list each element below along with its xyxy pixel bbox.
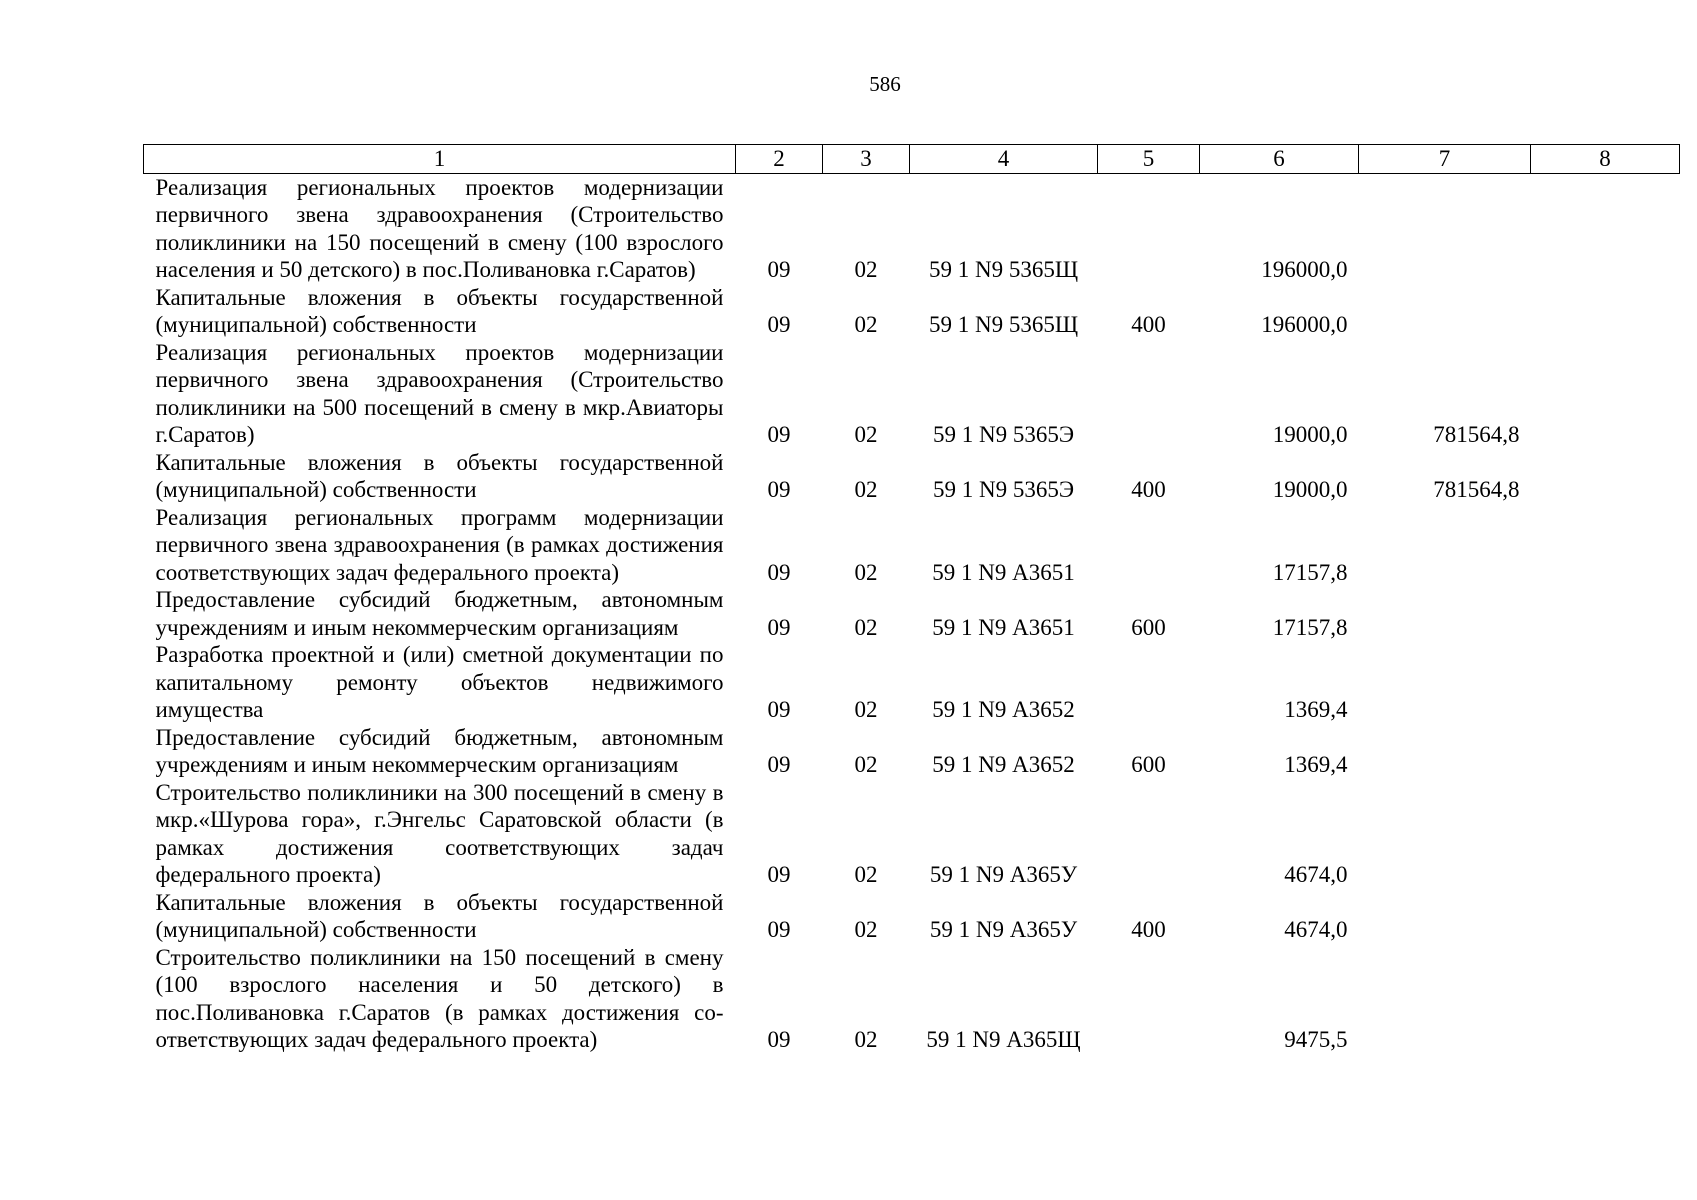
column-header-7: 7 bbox=[1359, 145, 1531, 174]
item-name: Разработка проектной и (или) сметной документации по капитальному ремонту объектов недвижимого имущества bbox=[155, 642, 724, 722]
subsection-code: 02 bbox=[854, 614, 878, 640]
amount-col-8 bbox=[1531, 504, 1680, 587]
section-code: 09 bbox=[767, 752, 791, 777]
section-code: 09 bbox=[767, 477, 791, 502]
section-code: 09 bbox=[767, 614, 791, 640]
item-name: Строительство поликлиники на 300 посещений в смену в мкр.«Шурова гора», г.Энгельс Саратовской области (в рамках достижения соответствующих задач федерального проекта) bbox=[155, 779, 724, 887]
amount-col-7 bbox=[1359, 504, 1531, 587]
amount-col-7 bbox=[1359, 641, 1531, 724]
amount-col-6: 1369,4 bbox=[1284, 697, 1348, 722]
item-name: Реализация региональных программ модернизации первичного звена здравоохранения (в рамках достижения соответствующих задач федерального проекта) bbox=[155, 504, 724, 585]
target-article-code: 59 1 N9 5365Щ bbox=[928, 257, 1079, 282]
page-number: 586 bbox=[869, 72, 901, 96]
table-row bbox=[144, 284, 1680, 339]
item-name: Капитальные вложения в объекты государственной (муниципальной) собственности bbox=[155, 284, 724, 337]
column-header-6: 6 bbox=[1200, 145, 1359, 174]
subsection-code: 02 bbox=[854, 697, 878, 722]
subsection-code: 02 bbox=[854, 862, 878, 887]
amount-col-8 bbox=[1531, 339, 1680, 449]
amount-col-8 bbox=[1531, 641, 1680, 724]
amount-col-6: 9475,5 bbox=[1284, 1027, 1348, 1052]
subsection-code: 02 bbox=[854, 752, 878, 777]
column-header-5: 5 bbox=[1098, 145, 1200, 174]
amount-col-6: 17157,8 bbox=[1272, 614, 1348, 640]
amount-col-8 bbox=[1531, 449, 1680, 504]
amount-col-7 bbox=[1359, 944, 1531, 1054]
section-code: 09 bbox=[767, 862, 791, 887]
amount-col-7 bbox=[1359, 889, 1531, 944]
subsection-code: 02 bbox=[854, 1027, 878, 1052]
expense-type-code bbox=[1098, 944, 1200, 1054]
target-article-code: 59 1 N9 5365Э bbox=[932, 477, 1075, 502]
column-header-2: 2 bbox=[736, 145, 823, 174]
expense-type-code: 600 bbox=[1131, 752, 1166, 777]
expense-type-code: 400 bbox=[1131, 477, 1166, 502]
amount-col-7: 781564,8 bbox=[1433, 477, 1520, 502]
table-body bbox=[144, 173, 1680, 1054]
expense-type-code: 400 bbox=[1131, 917, 1166, 942]
item-name: Строительство поликлиники на 150 посещений в смену (100 взрослого населения и 50 детского) в пос.Поливановка г.Саратов (в рамках достижения соответствующих задач федерального проекта) bbox=[155, 944, 724, 1052]
amount-col-8 bbox=[1531, 284, 1680, 339]
table-row bbox=[144, 641, 1680, 724]
item-name: Реализация региональных проектов модернизации первичного звена здравоохранения (Строительство поликлиники на 500 посещений в смену в мкр.Авиаторы г.Саратов) bbox=[155, 339, 724, 447]
table-row bbox=[144, 724, 1680, 779]
expense-type-code: 400 bbox=[1131, 312, 1166, 337]
section-code: 09 bbox=[767, 697, 791, 722]
amount-col-8 bbox=[1531, 173, 1680, 284]
item-name: Реализация региональных проектов модернизации первичного звена здравоохранения (Строительство поликлиники на 150 посещений в смену (100 взрослого населения и 50 детского) в пос.Поливановка г.Саратов) bbox=[155, 174, 724, 282]
table-row bbox=[144, 779, 1680, 889]
item-name: Предоставление субсидий бюджетным, автономным учреждениям и иным некоммерческим организациям bbox=[155, 724, 724, 777]
amount-col-6: 17157,8 bbox=[1272, 559, 1348, 585]
table-row bbox=[144, 944, 1680, 1054]
expense-type-code: 600 bbox=[1131, 614, 1166, 640]
table-row bbox=[144, 586, 1680, 641]
section-code: 09 bbox=[767, 559, 791, 585]
table-row bbox=[144, 504, 1680, 587]
target-article-code: 59 1 N9 А3651 bbox=[932, 614, 1075, 640]
amount-col-7 bbox=[1359, 779, 1531, 889]
column-header-4: 4 bbox=[910, 145, 1098, 174]
amount-col-8 bbox=[1531, 889, 1680, 944]
table-row bbox=[144, 173, 1680, 284]
amount-col-7 bbox=[1359, 284, 1531, 339]
amount-col-6: 19000,0 bbox=[1272, 422, 1348, 447]
subsection-code: 02 bbox=[854, 312, 878, 337]
amount-col-6: 1369,4 bbox=[1284, 752, 1348, 777]
amount-col-6: 196000,0 bbox=[1261, 312, 1348, 337]
amount-col-6: 19000,0 bbox=[1272, 477, 1348, 502]
expense-type-code bbox=[1098, 173, 1200, 284]
amount-col-8 bbox=[1531, 779, 1680, 889]
target-article-code: 59 1 N9 5365Э bbox=[932, 422, 1075, 447]
amount-col-7: 781564,8 bbox=[1433, 422, 1520, 447]
subsection-code: 02 bbox=[854, 257, 878, 282]
amount-col-8 bbox=[1531, 724, 1680, 779]
column-header-8: 8 bbox=[1531, 145, 1680, 174]
column-header-3: 3 bbox=[823, 145, 910, 174]
target-article-code: 59 1 N9 А365У bbox=[929, 917, 1078, 942]
section-code: 09 bbox=[767, 422, 791, 447]
table-row bbox=[144, 889, 1680, 944]
table-row bbox=[144, 339, 1680, 449]
amount-col-6: 4674,0 bbox=[1284, 862, 1348, 887]
section-code: 09 bbox=[767, 917, 791, 942]
target-article-code: 59 1 N9 А3651 bbox=[932, 559, 1075, 585]
amount-col-6: 196000,0 bbox=[1261, 257, 1348, 282]
expense-type-code bbox=[1098, 504, 1200, 587]
target-article-code: 59 1 N9 А365Щ bbox=[926, 1027, 1081, 1052]
amount-col-8 bbox=[1531, 586, 1680, 641]
amount-col-8 bbox=[1531, 944, 1680, 1054]
expense-type-code bbox=[1098, 779, 1200, 889]
subsection-code: 02 bbox=[854, 559, 878, 585]
table-row bbox=[144, 449, 1680, 504]
subsection-code: 02 bbox=[854, 422, 878, 447]
item-name: Капитальные вложения в объекты государственной (муниципальной) собственности bbox=[155, 889, 724, 942]
item-name: Предоставление субсидий бюджетным, автономным учреждениям и иным некоммерческим организациям bbox=[155, 587, 724, 640]
budget-table bbox=[143, 144, 1680, 1054]
section-code: 09 bbox=[767, 1027, 791, 1052]
target-article-code: 59 1 N9 А3652 bbox=[932, 697, 1075, 722]
column-number-header bbox=[144, 145, 1680, 174]
subsection-code: 02 bbox=[854, 917, 878, 942]
column-header-1: 1 bbox=[144, 145, 736, 174]
amount-col-6: 4674,0 bbox=[1284, 917, 1348, 942]
target-article-code: 59 1 N9 А3652 bbox=[932, 752, 1075, 777]
target-article-code: 59 1 N9 А365У bbox=[929, 862, 1078, 887]
subsection-code: 02 bbox=[854, 477, 878, 502]
amount-col-7 bbox=[1359, 173, 1531, 284]
item-name: Капитальные вложения в объекты государственной (муниципальной) собственности bbox=[155, 449, 724, 502]
expense-type-code bbox=[1098, 641, 1200, 724]
section-code: 09 bbox=[767, 257, 791, 282]
amount-col-7 bbox=[1359, 586, 1531, 641]
section-code: 09 bbox=[767, 312, 791, 337]
expense-type-code bbox=[1098, 339, 1200, 449]
amount-col-7 bbox=[1359, 724, 1531, 779]
target-article-code: 59 1 N9 5365Щ bbox=[928, 312, 1079, 337]
